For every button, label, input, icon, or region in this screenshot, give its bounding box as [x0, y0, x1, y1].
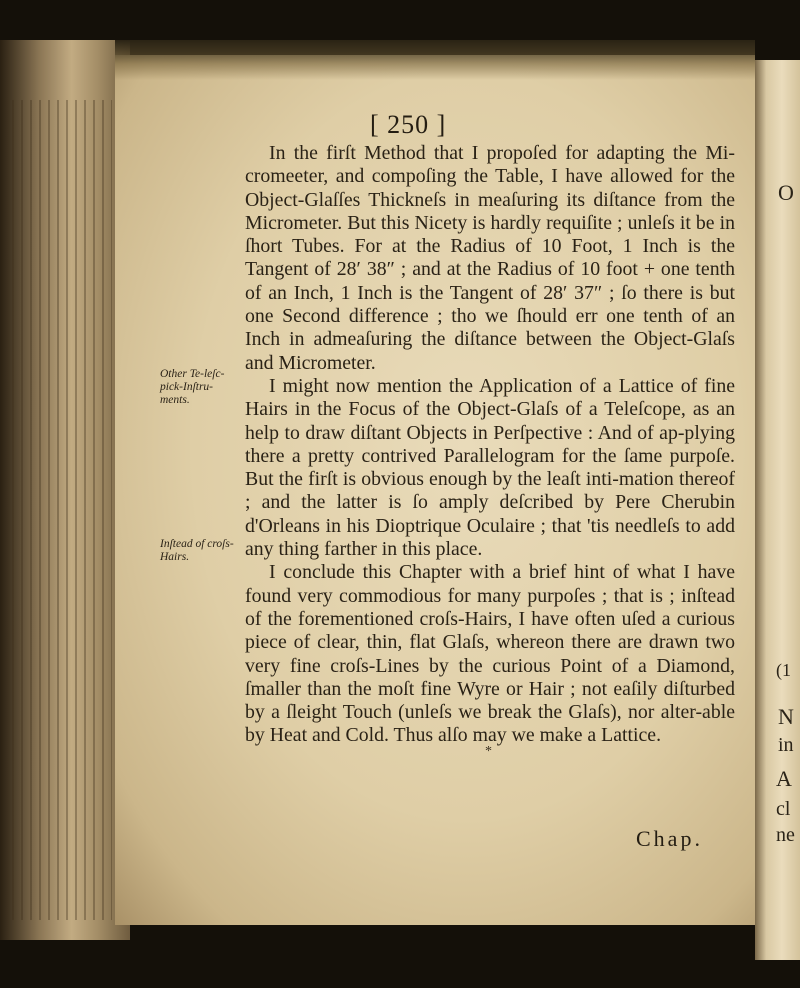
ornament: *	[485, 744, 492, 759]
facing-page-fragment: in	[778, 734, 794, 756]
facing-page-fragment: A	[776, 766, 792, 791]
body-text	[245, 142, 735, 748]
facing-page-fragment: ne	[776, 824, 795, 846]
catchword: Chap.	[636, 826, 703, 851]
margin-note: Inſtead of croſs-Hairs.	[160, 538, 234, 563]
book-gutter	[0, 40, 130, 940]
page-top-shadow	[115, 40, 755, 80]
paragraph: I conclude this Chapter with a brief hint of what I have found very commodious for many purpoſes ; that is ; inſtead of the forementioned croſs-Hairs, I have often uſed a curious piece of clear, thin, flat Glaſs, whereon there are drawn two very fine croſs-Lines by the curious Point of a Diamond, ſmaller than the moſt fine Wyre or Hair ; not eaſily diſturbed by a ſleight Touch (unleſs we break the Glaſs), nor alter-able by Heat and Cold. Thus alſo may we make a Lattice.	[245, 561, 735, 747]
page-stack-edges	[12, 100, 112, 920]
page-number-header: [ 250 ]	[370, 110, 447, 139]
margin-note: Other Te-leſc-pick-Inſtru-ments.	[160, 368, 225, 406]
facing-page-fragment: N	[778, 704, 794, 729]
facing-page-fragment: (1	[776, 660, 791, 680]
paragraph: I might now mention the Application of a Lattice of fine Hairs in the Focus of the Object-Glaſs of a Teleſcope, as an help to draw diſtant Objects in Perſpective : And of ap-plying there a pretty contrived Parallelogram for the ſame purpoſe. But the firſt is obvious enough by the leaſt inti-mation thereof ; and the latter is ſo amply deſcribed by Pere Cherubin d'Orleans in his Dioptrique Oculaire ; that 'tis needleſs to add any thing farther in this place.	[245, 374, 735, 561]
facing-page-fragment: O	[778, 180, 794, 205]
paragraph: In the firſt Method that I propoſed for adapting the Mi-cromeeter, and compoſing the Table, I have allowed for the Object-Glaſſes Thickneſs in meaſuring its diſtance from the Micrometer. But this Nicety is hardly requiſite ; unleſs it be in ſhort Tubes. For at the Radius of 10 Foot, 1 Inch is the Tangent of 28′ 38″ ; and at the Radius of 10 foot + one tenth of an Inch, 1 Inch is the Tangent of 28′ 37″ ; ſo there is but one Second difference ; tho we ſhould err one tenth of an Inch in admeaſuring the diſtance between the Object-Glaſs and Micrometer.	[245, 142, 735, 374]
facing-page-fragment: cl	[776, 798, 791, 820]
